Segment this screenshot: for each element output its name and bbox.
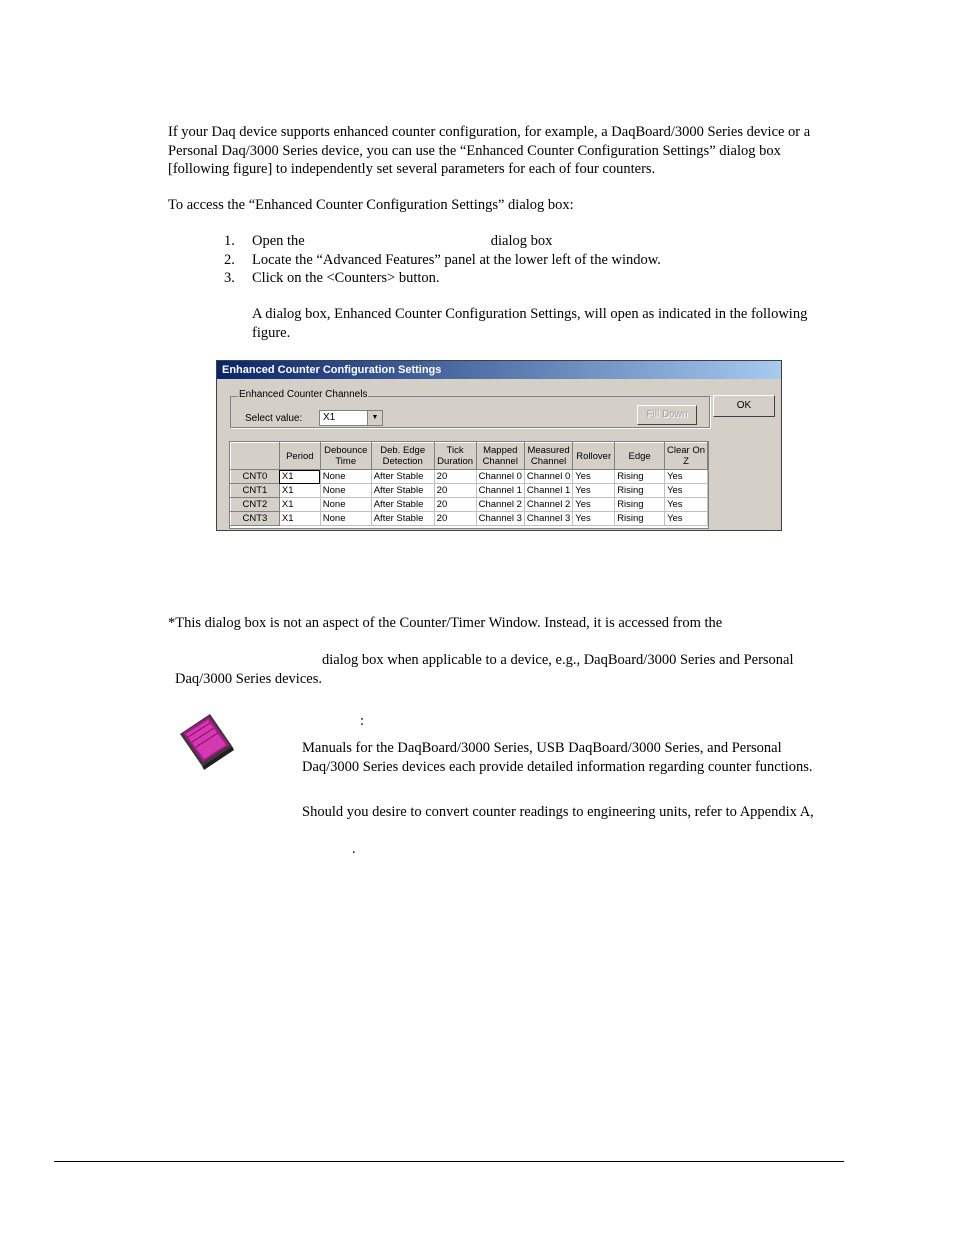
after-steps-text: A dialog box, Enhanced Counter Configuration Settings, will open as indicated in the following figure. bbox=[252, 306, 808, 341]
access-instruction: To access the “Enhanced Counter Configuration Settings” dialog box: bbox=[168, 197, 574, 213]
steps-list bbox=[224, 232, 661, 288]
col-header[interactable]: Debounce Time bbox=[320, 443, 371, 470]
counter-grid bbox=[229, 441, 709, 529]
grid-cell[interactable]: Yes bbox=[665, 512, 708, 526]
footer-divider bbox=[54, 1161, 844, 1162]
row-header[interactable]: CNT1 bbox=[231, 484, 280, 498]
step-2: 2. Locate the “Advanced Features” panel at the lower left of the window. bbox=[224, 251, 661, 268]
grid-cell[interactable]: Channel 1 bbox=[476, 484, 524, 498]
grid-cell[interactable]: Rising bbox=[615, 470, 665, 484]
grid-cell[interactable]: Yes bbox=[573, 498, 615, 512]
table-row bbox=[231, 470, 708, 484]
col-header[interactable]: Deb. Edge Detection bbox=[371, 443, 434, 470]
col-header[interactable]: Clear On Z bbox=[665, 443, 708, 470]
dialog-note-line2: dialog box when applicable to a device, e.g., DaqBoard/3000 Series and Personal Daq/3000 Series devices. bbox=[175, 652, 794, 687]
col-header[interactable]: Rollover bbox=[573, 443, 615, 470]
grid-cell[interactable]: Yes bbox=[573, 470, 615, 484]
reference-book-icon bbox=[174, 710, 236, 770]
grid-cell[interactable]: Yes bbox=[665, 498, 708, 512]
grid-cell[interactable]: 20 bbox=[434, 470, 476, 484]
grid-cell[interactable]: Channel 3 bbox=[524, 512, 572, 526]
grid-cell[interactable]: Yes bbox=[573, 512, 615, 526]
reference-appendix-text: Should you desire to convert counter readings to engineering units, refer to Appendix A, bbox=[302, 804, 814, 820]
grid-cell[interactable]: After Stable bbox=[371, 498, 434, 512]
grid-cell[interactable]: Rising bbox=[615, 498, 665, 512]
grid-cell[interactable]: X1 bbox=[279, 484, 320, 498]
grid-cell[interactable]: Channel 1 bbox=[524, 484, 572, 498]
grid-cell[interactable]: Rising bbox=[615, 512, 665, 526]
col-header[interactable]: Measured Channel bbox=[524, 443, 572, 470]
grid-cell[interactable]: Channel 0 bbox=[524, 470, 572, 484]
reference-colon: : bbox=[360, 713, 365, 729]
grid-cell[interactable]: After Stable bbox=[371, 512, 434, 526]
col-header[interactable]: Period bbox=[279, 443, 320, 470]
select-value-label: Select value: bbox=[245, 413, 303, 424]
table-row bbox=[231, 498, 708, 512]
grid-cell[interactable]: Channel 2 bbox=[524, 498, 572, 512]
row-header[interactable]: CNT2 bbox=[231, 498, 280, 512]
grid-cell[interactable]: None bbox=[320, 470, 371, 484]
col-header[interactable]: Tick Duration bbox=[434, 443, 476, 470]
table-row bbox=[231, 484, 708, 498]
grid-cell[interactable]: Channel 2 bbox=[476, 498, 524, 512]
grid-cell[interactable]: None bbox=[320, 512, 371, 526]
row-header[interactable]: CNT0 bbox=[231, 470, 280, 484]
ok-button[interactable]: OK bbox=[713, 395, 775, 417]
row-header[interactable]: CNT3 bbox=[231, 512, 280, 526]
fill-down-button[interactable]: Fill Down bbox=[637, 405, 697, 425]
enhanced-counter-dialog bbox=[216, 360, 782, 531]
reference-manuals-text: Manuals for the DaqBoard/3000 Series, USB DaqBoard/3000 Series, and Personal Daq/3000 Series devices each provide detailed information regarding counter functions. bbox=[302, 740, 813, 775]
chevron-down-icon[interactable]: ▼ bbox=[367, 411, 382, 425]
step-3: 3. Click on the <Counters> button. bbox=[224, 270, 440, 286]
grid-cell[interactable]: After Stable bbox=[371, 470, 434, 484]
intro-paragraph: If your Daq device supports enhanced counter configuration, for example, a DaqBoard/3000 Series device or a Personal Daq/3000 Series device, you can use the “Enhanced Counter Configuration Settings” dialog box [following figure] to independently set several parameters for each of four counters. bbox=[168, 124, 811, 177]
step-1: 1. Open the dialog box bbox=[224, 233, 553, 249]
grid-cell[interactable]: Yes bbox=[573, 484, 615, 498]
grid-corner bbox=[231, 443, 280, 470]
grid-cell[interactable]: X1 bbox=[279, 498, 320, 512]
col-header[interactable]: Edge bbox=[615, 443, 665, 470]
grid-cell[interactable]: 20 bbox=[434, 484, 476, 498]
grid-cell[interactable]: 20 bbox=[434, 512, 476, 526]
grid-cell[interactable]: After Stable bbox=[371, 484, 434, 498]
grid-cell[interactable]: Rising bbox=[615, 484, 665, 498]
grid-cell[interactable]: None bbox=[320, 498, 371, 512]
grid-cell[interactable]: None bbox=[320, 484, 371, 498]
grid-cell[interactable]: 20 bbox=[434, 498, 476, 512]
grid-cell[interactable]: X1 bbox=[279, 512, 320, 526]
grid-cell[interactable]: Channel 0 bbox=[476, 470, 524, 484]
dialog-note-line1: *This dialog box is not an aspect of the Counter/Timer Window. Instead, it is accessed from the bbox=[168, 615, 723, 631]
group-title: Enhanced Counter Channels bbox=[239, 389, 368, 400]
col-header[interactable]: Mapped Channel bbox=[476, 443, 524, 470]
dialog-title: Enhanced Counter Configuration Settings bbox=[217, 361, 781, 379]
grid-cell[interactable]: Channel 3 bbox=[476, 512, 524, 526]
grid-cell[interactable]: Yes bbox=[665, 484, 708, 498]
grid-cell[interactable]: X1 bbox=[279, 470, 320, 484]
grid-cell[interactable]: Yes bbox=[665, 470, 708, 484]
table-row bbox=[231, 512, 708, 526]
select-value-dropdown[interactable]: X1 ▼ bbox=[319, 410, 383, 426]
reference-dot: . bbox=[352, 841, 356, 857]
